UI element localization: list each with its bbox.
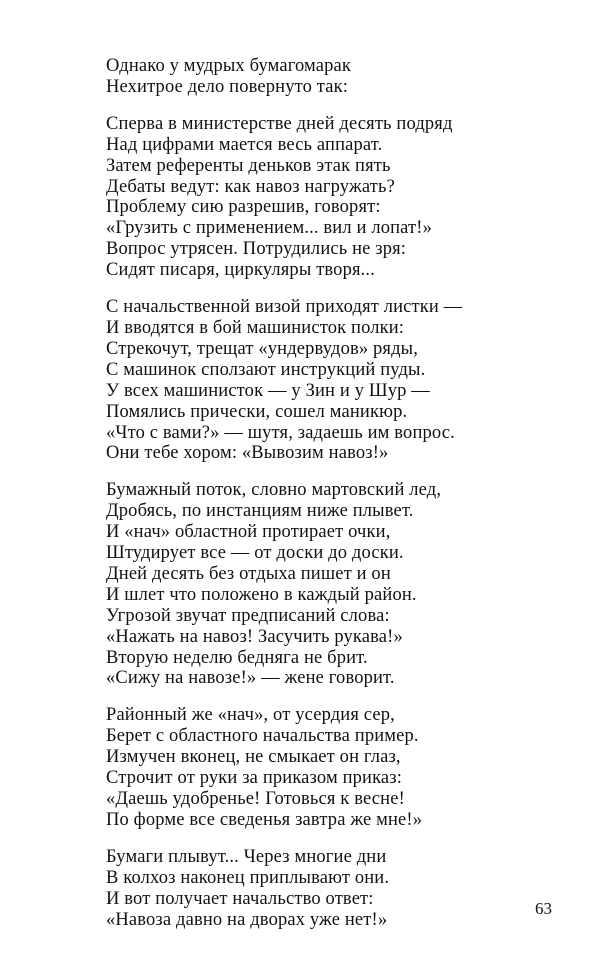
poem-line: «Что с вами?» — шутя, задаешь им вопрос. xyxy=(106,422,455,443)
poem-line: И шлет что положено в каждый район. xyxy=(106,584,417,605)
poem-line: Дней десять без отдыха пишет и он xyxy=(106,563,391,584)
poem-line: Помялись прически, сошел маникюр. xyxy=(106,401,408,422)
poem-line: «Грузить с применением... вил и лопат!» xyxy=(106,218,433,239)
poem-line: У всех машинисток — у Зин и у Шур — xyxy=(106,380,430,401)
poem-line: «Нажать на навоз! Засучить рукава!» xyxy=(106,626,403,647)
poem-line: Они тебе хором: «Вывозим навоз!» xyxy=(106,443,389,464)
poem-line: И вводятся в бой машинисток полки: xyxy=(106,317,405,338)
poem-line: «Навоза давно на дворах уже нет!» xyxy=(106,909,388,930)
poem-line: С машинок сползают инструкций пуды. xyxy=(106,359,426,380)
poem-line: Берет с областного начальства пример. xyxy=(106,726,419,747)
poem-line: Бумажный поток, словно мартовский лед, xyxy=(106,480,442,501)
poem-line: Нехитрое дело повернуто так: xyxy=(106,76,349,97)
poem-line: Строчит от руки за приказом приказ: xyxy=(106,768,403,789)
page-number: 63 xyxy=(535,899,552,918)
poem-line: Однако у мудрых бумагомарак xyxy=(106,56,352,76)
poem-line: Сперва в министерстве дней десять подряд xyxy=(106,113,453,134)
stanza xyxy=(106,705,566,830)
poem-line: Вопрос утрясен. Потрудились не зря: xyxy=(106,239,407,260)
poem-line: Проблему сию разрешив, говорят: xyxy=(106,197,381,218)
poem-line: «Даешь удобренье! Готовься к весне! xyxy=(106,789,405,809)
stanza xyxy=(106,480,566,689)
poem-line: По форме все сведенья завтра же мне!» xyxy=(106,809,423,830)
stanza xyxy=(106,56,566,98)
stanza xyxy=(106,297,566,464)
poem-line: Угрозой звучат предписаний слова: xyxy=(106,605,390,626)
poem-line: Вторую неделю бедняга не брит. xyxy=(106,647,368,668)
poem-line: Над цифрами мается весь аппарат. xyxy=(106,134,383,155)
poem-line: В колхоз наконец приплывают они. xyxy=(106,867,390,888)
poem-line: Дробясь, по инстанциям ниже плывет. xyxy=(106,501,414,522)
poem-line: Бумаги плывут... Через многие дни xyxy=(106,846,387,867)
poem-line: Затем референты деньков этак пять xyxy=(106,155,391,176)
stanza xyxy=(106,847,566,931)
stanza xyxy=(106,114,566,281)
poem-line: И «нач» областной протирает очки, xyxy=(106,522,391,543)
poem-line: Измучен вконец, не смыкает он глаз, xyxy=(106,747,401,768)
poem-line: С начальственной визой приходят листки — xyxy=(106,297,463,318)
poem-line: Дебаты ведут: как навоз нагружать? xyxy=(106,176,395,197)
poem-text xyxy=(106,56,566,946)
poem-line: Районный же «нач», от усердия сер, xyxy=(106,705,395,726)
poem-line: Стрекочут, трещат «ундервудов» ряды, xyxy=(106,338,419,359)
poem-line: «Сижу на навозе!» — жене говорит. xyxy=(106,668,395,689)
poem-line: Штудирует все — от доски до доски. xyxy=(106,543,404,564)
poem-line: И вот получает начальство ответ: xyxy=(106,888,374,909)
poem-line: Сидят писаря, циркуляры творя... xyxy=(106,260,375,281)
